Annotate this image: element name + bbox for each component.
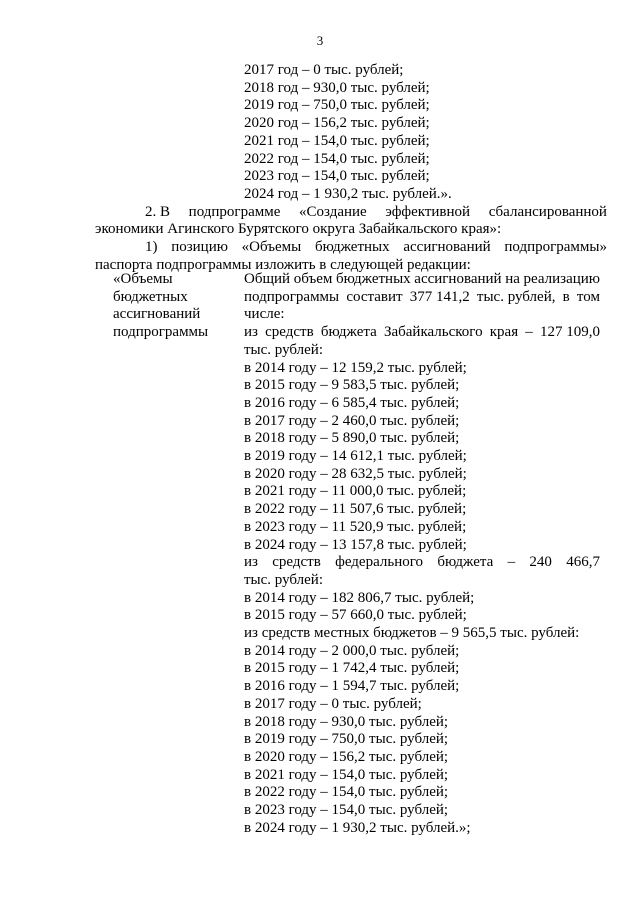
left-cell-line: «Объемы: [113, 271, 173, 287]
local-year-line: в 2019 году – 750,0 тыс. рублей;: [244, 731, 449, 748]
word: на: [505, 271, 520, 287]
regional-year-line: в 2016 году – 6 585,4 тыс. рублей;: [244, 394, 460, 411]
left-cell-line: ассигнований: [113, 306, 201, 323]
word: объем: [293, 271, 333, 287]
top-year-line: 2018 год – 930,0 тыс. рублей;: [244, 79, 430, 96]
local-year-line: в 2017 году – 0 тыс. рублей;: [244, 695, 422, 712]
federal-year-line: в 2014 году – 182 806,7 тыс. рублей;: [244, 589, 475, 606]
item1-line1: [145, 239, 607, 256]
word: 127 109,0: [539, 324, 600, 341]
local-year-line: в 2021 году – 154,0 тыс. рублей;: [244, 766, 449, 783]
left-cell-line: подпрограммы: [113, 323, 209, 340]
word: бюджетных: [314, 239, 390, 255]
word: бюджетных: [335, 271, 411, 287]
word: федерального: [335, 554, 424, 571]
word: 240: [529, 554, 552, 571]
word: 466,7: [566, 554, 600, 571]
federal-year-line: в 2015 году – 57 660,0 тыс. рублей;: [244, 607, 467, 624]
regional-year-line: в 2018 году – 5 890,0 тыс. рублей;: [244, 430, 460, 447]
top-year-line: 2022 год – 154,0 тыс. рублей;: [244, 150, 430, 167]
regional-year-line: в 2014 году – 12 159,2 тыс. рублей;: [244, 359, 467, 376]
item1-line2: паспорта подпрограммы изложить в следующей редакции:: [95, 256, 471, 273]
intro-line2: [244, 289, 600, 306]
word: подпрограмме: [188, 203, 281, 220]
word: Общий: [244, 271, 291, 287]
regional-year-line: в 2023 году – 11 520,9 тыс. рублей;: [244, 518, 467, 535]
regional-year-line: в 2015 году – 9 583,5 тыс. рублей;: [244, 377, 460, 394]
word: составит: [346, 288, 403, 305]
word: «Объемы: [241, 239, 302, 255]
regional-year-line: в 2024 году – 13 157,8 тыс. рублей;: [244, 536, 467, 553]
top-year-line: 2019 год – 750,0 тыс. рублей;: [244, 97, 430, 114]
top-year-line: 2024 год – 1 930,2 тыс. рублей.».: [244, 185, 452, 202]
word: бюджета: [320, 324, 377, 341]
word: –: [525, 324, 533, 341]
word: 1): [145, 239, 158, 255]
word: из: [244, 554, 258, 571]
word: тыс. рублей,: [476, 288, 556, 305]
word: Забайкальского: [383, 324, 483, 341]
local-year-line: в 2023 году – 154,0 тыс. рублей;: [244, 802, 449, 818]
top-year-line: 2023 год – 154,0 тыс. рублей;: [244, 168, 430, 185]
word: позицию: [171, 239, 228, 255]
section2-line2: экономики Агинского Бурятского округа Забайкальского края»:: [95, 221, 502, 238]
page-number: 3: [316, 33, 324, 48]
intro-line3: числе:: [244, 306, 285, 323]
regional-year-line: в 2019 году – 14 612,1 тыс. рублей;: [244, 448, 467, 464]
passport-left-cell: [113, 271, 238, 341]
word: том: [576, 288, 600, 305]
word: ассигнований: [414, 271, 502, 287]
word: 377 141,2: [409, 288, 470, 305]
local-year-line: в 2024 году – 1 930,2 тыс. рублей.»;: [244, 819, 471, 836]
left-cell-line: бюджетных: [113, 288, 188, 305]
top-year-line: 2017 год – 0 тыс. рублей;: [244, 62, 404, 78]
local-year-line: в 2015 году – 1 742,4 тыс. рублей;: [244, 660, 460, 677]
word: из: [244, 324, 258, 341]
word: средств: [272, 554, 321, 571]
word: подпрограммы»: [504, 239, 607, 255]
local-year-line: в 2014 году – 2 000,0 тыс. рублей;: [244, 642, 460, 659]
intro-line1: [244, 271, 600, 288]
word: подпрограммы: [244, 288, 340, 305]
word: –: [507, 554, 516, 571]
word: 2. В: [145, 203, 171, 220]
local-year-line: в 2018 году – 930,0 тыс. рублей;: [244, 713, 449, 730]
word: средств: [265, 324, 314, 341]
federal-line1: [244, 554, 600, 571]
local-year-line: в 2022 году – 154,0 тыс. рублей;: [244, 784, 449, 801]
regional-line2: тыс. рублей:: [244, 341, 323, 358]
word: в: [562, 288, 570, 305]
regional-year-line: в 2020 году – 28 632,5 тыс. рублей;: [244, 465, 467, 482]
federal-line2: тыс. рублей:: [244, 571, 323, 588]
regional-year-line: в 2017 году – 2 460,0 тыс. рублей;: [244, 412, 460, 429]
local-year-line: в 2016 году – 1 594,7 тыс. рублей;: [244, 678, 460, 695]
regional-year-line: в 2022 году – 11 507,6 тыс. рублей;: [244, 501, 467, 518]
section2-line1: [145, 204, 607, 221]
word: бюджета: [437, 554, 494, 571]
word: края: [489, 324, 519, 341]
local-year-line: в 2020 году – 156,2 тыс. рублей;: [244, 748, 449, 765]
word: «Создание: [299, 203, 367, 220]
regional-line1: [244, 324, 600, 341]
local-line1: из средств местных бюджетов – 9 565,5 тыс. рублей:: [244, 625, 580, 641]
top-year-line: 2020 год – 156,2 тыс. рублей;: [244, 115, 430, 132]
regional-year-line: в 2021 году – 11 000,0 тыс. рублей;: [244, 483, 467, 500]
word: сбалансированной: [488, 203, 607, 220]
word: реализацию: [523, 271, 600, 287]
top-year-line: 2021 год – 154,0 тыс. рублей;: [244, 132, 430, 149]
word: ассигнований: [403, 239, 491, 255]
word: эффективной: [385, 203, 471, 220]
